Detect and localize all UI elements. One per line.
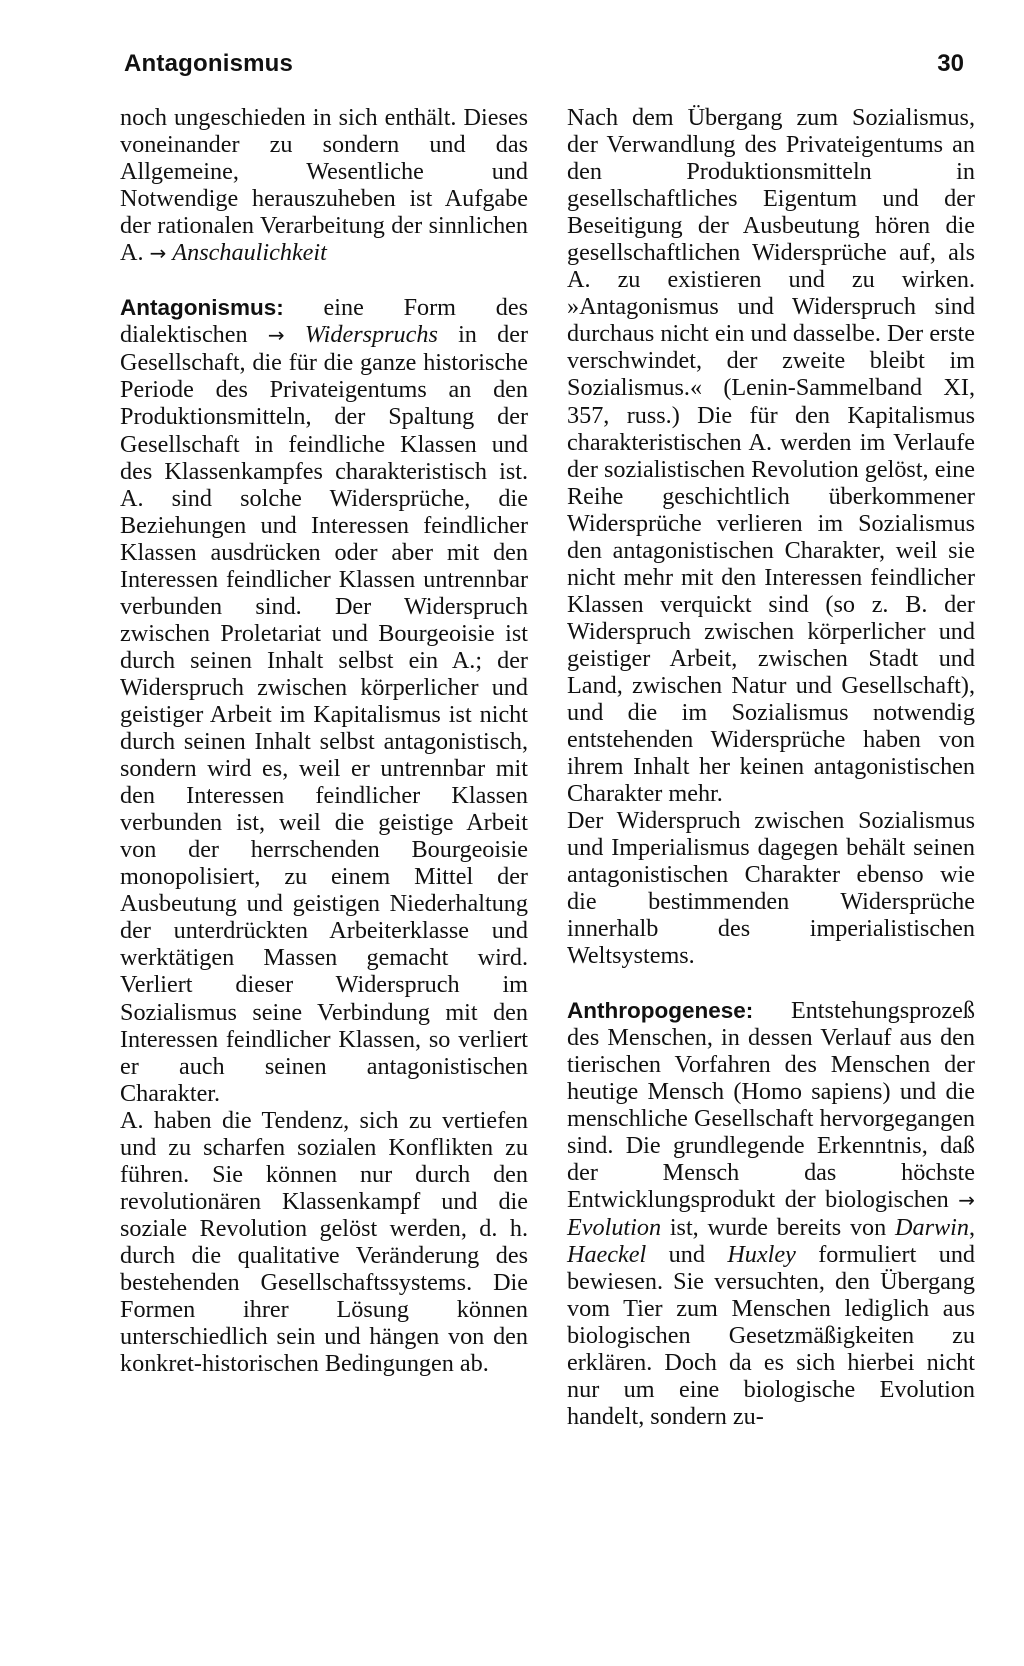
cross-reference-arrow: →	[958, 1187, 975, 1212]
paragraph-text: ,	[968, 1213, 975, 1241]
cross-reference: Anschaulichkeit	[172, 239, 327, 267]
entry-anthropogenese	[567, 997, 975, 1431]
left-column	[120, 104, 528, 1377]
paragraph-text: in der Gesellschaft, die für die ganze historische Periode des Privateigentums an den Produktionsmitteln, der Spaltung der Gesellschaft in feindliche Klassen und des Klassenkampfes charakteristisch ist. A. sind solche Widersprüche, die Beziehungen und Interessen feindlicher Klassen ausdrücken oder aber mit den Interessen feindlicher Klassen untrennbar verbunden sind. Der Widerspruch zwischen Proletariat und Bourgeoisie ist durch seinen Inhalt selbst ein A.; der Widerspruch zwischen körperlicher und geistiger Arbeit im Kapitalismus ist nicht durch seinen Inhalt selbst antagonistisch, sondern wird es, weil er untrennbar mit den Interessen feindlicher Klassen verbunden ist, weil die geistige Arbeit von der herrschenden Bourgeoisie monopolisiert, zu einem Mittel der Ausbeutung und geistigen Niederhaltung der unterdrückten Arbeiterklasse und werktätigen Massen gemacht wird. Verliert dieser Widerspruch im Sozialismus seine Verbindung mit den Interessen feindlicher Klassen, so verliert er auch seinen antagonistischen Charakter.	[120, 321, 528, 1107]
person-name: Darwin	[895, 1213, 969, 1241]
paragraph-text: formuliert und bewiesen. Sie versuchten, den Übergang vom Tier zum Menschen lediglich aus biologischen Gesetzmäßigkeiten zu erklären. Doch da es sich hierbei nicht nur um eine biologische Evolution handelt, sondern zu-	[567, 1240, 976, 1431]
entry-separator	[120, 267, 528, 294]
cross-reference: Widerspruchs	[304, 321, 438, 349]
page-number: 30	[937, 50, 964, 77]
cross-reference: Evolution	[567, 1213, 662, 1241]
continued-paragraph	[120, 104, 528, 267]
entry-antagonismus	[120, 294, 528, 1106]
entry-lemma: Antagonismus:	[120, 295, 284, 321]
paragraph-text: ist, wurde bereits von	[661, 1213, 896, 1241]
paragraph-text: eine Form des dialektischen	[120, 294, 528, 349]
entry-separator	[567, 970, 975, 997]
paragraph: A. haben die Tendenz, sich zu vertiefen und zu scharfen sozialen Konflikten zu führen. Sie können nur durch den revolutionären Klassenkampf und die soziale Revolution gelöst werden, d. h. durch die qualitative Veränderung des bestehenden Gesellschaftssystems. Die Formen ihrer Lösung können unterschiedlich sein und hängen von den konkret-historischen Bedingungen ab.	[120, 1106, 528, 1378]
paragraph-text: und	[646, 1240, 728, 1268]
cross-reference-arrow: →	[149, 241, 167, 266]
paragraph-text: Entstehungsprozeß des Menschen, in dessen Verlauf aus den tierischen Vorfahren des Menschen der heutige Mensch (Homo sapiens) und die menschliche Gesellschaft hervorgegangen sind. Die grundlegende Erkenntnis, daß der Mensch das höchste Entwicklungsprodukt der biologischen	[567, 996, 975, 1213]
entry-lemma: Anthropogenese:	[567, 997, 754, 1023]
paragraph: Der Widerspruch zwischen Sozialismus und Imperialismus dagegen behält seinen antagonistischen Charakter ebenso wie die bestimmenden Widersprüche innerhalb des imperialistischen Weltsystems.	[567, 807, 975, 970]
cross-reference-arrow: →	[267, 323, 285, 348]
person-name: Huxley	[727, 1240, 796, 1268]
paragraph-text: noch ungeschieden in sich enthält. Dieses voneinander zu sondern und das Allgemeine, Wesentliche und Notwendige herauszuheben ist Aufgabe der rationalen Verarbeitung der sinnlichen A.	[120, 104, 528, 267]
paragraph: Nach dem Übergang zum Sozialismus, der Verwandlung des Privateigentums an den Produktionsmitteln in gesellschaftliches Eigentum und der Beseitigung der Ausbeutung hören die gesellschaftlichen Widersprüche auf, als A. zu existieren und zu wirken. »Antagonismus und Widerspruch sind durchaus nicht ein und dasselbe. Der erste verschwindet, der zweite bleibt im Sozialismus.« (Lenin-Sammelband XI, 357, russ.) Die für den Kapitalismus charakteristischen A. werden im Verlaufe der sozialistischen Revolution gelöst, eine Reihe geschichtlich überkommener Widersprüche verlieren im Sozialismus den antagonistischen Charakter, weil sie nicht mehr mit den Interessen feindlicher Klassen verquickt sind (so z. B. der Widerspruch zwischen körperlicher und geistiger Arbeit, zwischen Stadt und Land, zwischen Natur und Gesellschaft), und die im Sozialismus notwendig entstehenden Widersprüche haben von ihrem Inhalt her keinen antagonistischen Charakter mehr.	[567, 104, 975, 808]
right-column	[567, 104, 975, 1430]
page-header	[124, 50, 964, 82]
running-head: Antagonismus	[124, 50, 294, 77]
person-name: Haeckel	[567, 1240, 647, 1268]
